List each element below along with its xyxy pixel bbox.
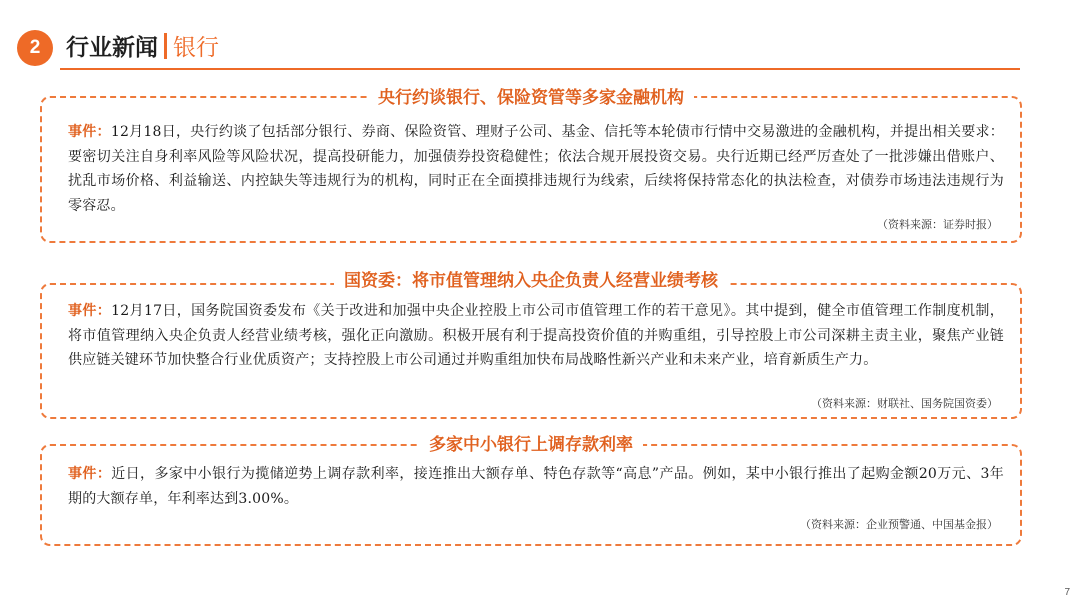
news-title [42, 266, 1020, 291]
news-source: （资料来源：财联社、国务院国资委） [811, 397, 998, 410]
header-rule [60, 68, 1020, 70]
news-body-text: 12月18日，央行约谈了包括部分银行、券商、保险资管、理财子公司、基金、信托等本轮债市行情中交易激进的金融机构，并提出相关要求：要密切关注自身利率风险等风险状况，提高投研能力，加强债券投资稳健性；依法合规开展投资交易。央行近期已经严厉查处了一批涉嫌出借账户、扰乱市场价格、利益输送、内控缺失等违规行为的机构，同时正在全面摸排违规行为线索，后续将保持常态化的执法检查，对债券市场违法违规行为零容忍。 [68, 124, 1004, 214]
news-body-text: 近日，多家中小银行为揽储逆势上调存款利率，接连推出大额存单、特色存款等“高息”产品。例如，某中小银行推出了起购金额20万元、3年期的大额存单，年利率达到3.00%。 [68, 466, 1004, 507]
news-card-2 [40, 271, 1022, 419]
news-title [42, 430, 1020, 455]
news-body [68, 120, 1004, 218]
news-body [68, 462, 1004, 511]
header-divider [164, 33, 167, 59]
section-header [66, 29, 219, 67]
news-body [68, 299, 1004, 373]
news-source: （资料来源：证券时报） [877, 218, 998, 231]
news-card-1 [40, 88, 1022, 243]
news-source: （资料来源：企业预警通、中国基金报） [800, 518, 998, 531]
page-number: 7 [1064, 587, 1070, 598]
section-subtitle: 银行 [173, 35, 219, 61]
section-title: 行业新闻 [66, 35, 158, 61]
section-number-badge: 2 [17, 30, 53, 66]
news-title [42, 83, 1020, 108]
news-body-text: 12月17日，国务院国资委发布《关于改进和加强中央企业控股上市公司市值管理工作的若干意见》。其中提到，健全市值管理工作制度机制，将市值管理纳入央企负责人经营业绩考核，强化正向激励。积极开展有利于提高投资价值的并购重组，引导控股上市公司深耕主责主业，聚焦产业链供应链关键环节加快整合行业优质资产；支持控股上市公司通过并购重组加快布局战略性新兴产业和未来产业，培育新质生产力。 [68, 303, 1004, 368]
event-label: 事件： [68, 124, 111, 140]
news-title-text: 国资委：将市值管理纳入央企负责人经营业绩考核 [334, 271, 728, 291]
news-card-3 [40, 435, 1022, 546]
news-title-text: 多家中小银行上调存款利率 [419, 435, 643, 455]
event-label: 事件： [68, 466, 112, 482]
event-label: 事件： [68, 303, 112, 319]
news-title-text: 央行约谈银行、保险资管等多家金融机构 [368, 88, 694, 108]
